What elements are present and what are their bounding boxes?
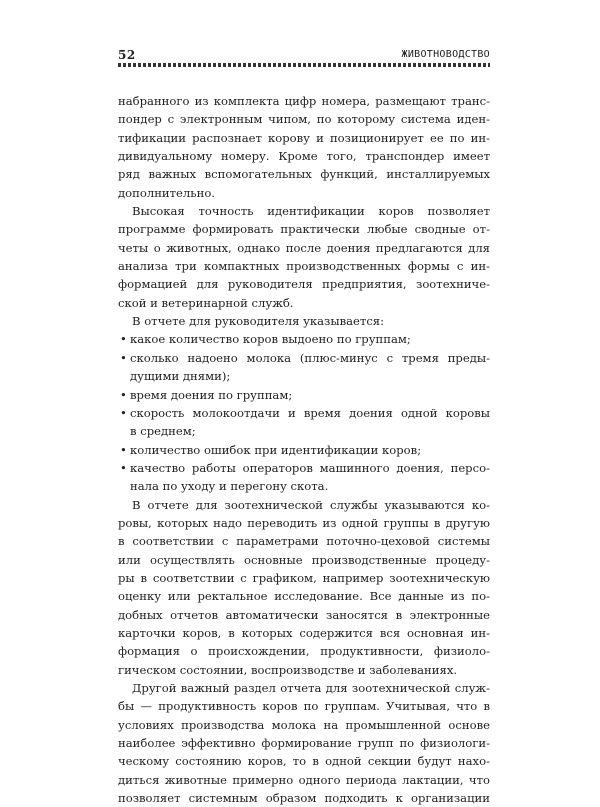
bullet-item (118, 459, 490, 477)
bullet-continuation: дущими днями); (130, 369, 231, 384)
header-rule (118, 63, 490, 67)
text-line: дивидуальному номеру. Кроме того, транспондер имеет (118, 149, 490, 164)
bullet-text: сколько надоено молока (плюс-минус с тремя преды- (130, 350, 490, 365)
text-body (118, 92, 490, 807)
running-title: ЖИВОТНОВОДСТВО (401, 49, 490, 60)
text-line: в соответствии с параметрами поточно-цеховой системы (118, 534, 490, 549)
text-line: оценку или ректальное исследование. Все данные из по- (118, 589, 490, 604)
paragraph-first-line: В отчете для зоотехнической службы указываются ко- (132, 497, 490, 512)
text-line: позволяет системным образом подходить к организации (118, 791, 490, 806)
text-line: набранного из комплекта цифр номера, размещают транс- (118, 94, 490, 108)
bullet-icon: • (120, 350, 127, 365)
bullet-icon: • (120, 442, 127, 457)
text-line: карточки коров, в которых содержится вся основная ин- (118, 625, 490, 640)
bullet-text: скорость молокоотдачи и время доения одной коровы (130, 405, 490, 420)
bullet-continuation: в среднем; (130, 424, 196, 439)
text-line: условиях производства молока на промышленной основе (118, 717, 490, 732)
text-line: бы — продуктивность коров по группам. Учитывая, что в (118, 699, 490, 714)
text-line: ческому состоянию коров, то в одной секции будут нахо- (118, 754, 490, 769)
text-line: формацией для руководителя предприятия, зоотехниче- (118, 277, 490, 292)
bullet-text: какое количество коров выдоено по группам; (130, 332, 411, 347)
bullet-icon: • (120, 460, 127, 475)
text-line: пондер с электронным чипом, по которому система иден- (118, 112, 490, 127)
text-line: диться животные примерно одного периода лактации, что (118, 772, 490, 787)
text-line: четы о животных, однако после доения предлагаются для (118, 240, 490, 255)
text-line: программе формировать практически любые сводные от- (118, 222, 490, 237)
text-line: добных отчетов автоматически заносятся в электронные (118, 607, 490, 622)
text-line: наиболее эффективно формирование групп по физиологи- (118, 736, 490, 751)
bullet-text: время доения по группам; (130, 387, 293, 402)
text-line: тификации распознает корову и позиционирует ее по ин- (118, 130, 490, 145)
text-line: или осуществлять основные производственные процеду- (118, 552, 490, 567)
bullet-item (118, 441, 490, 459)
bullet-item (118, 386, 490, 404)
bullet-item (118, 330, 490, 348)
text-line: анализа три компактных производственных формы с ин- (118, 259, 490, 274)
page-number: 52 (118, 48, 136, 62)
bullet-icon: • (120, 387, 127, 402)
bullet-text: качество работы операторов машинного доения, персо- (130, 460, 490, 475)
bullet-icon: • (120, 405, 127, 420)
paragraph-first-line: Другой важный раздел отчета для зоотехнической служ- (132, 681, 490, 695)
text-line: дополнительно. (118, 185, 215, 200)
text-line: гическом состоянии, воспроизводстве и заболеваниях. (118, 662, 458, 677)
text-line: ровы, которых надо переводить из одной группы в другую (118, 515, 490, 530)
text-line: ской и ветеринарной служб. (118, 295, 294, 310)
text-line: ряд важных вспомогательных функций, инсталлируемых (118, 167, 490, 182)
bullet-item (118, 404, 490, 422)
paragraph-first-line: В отчете для руководителя указывается: (132, 314, 385, 329)
text-line: формация о происхождении, продуктивности, физиоло- (118, 644, 490, 659)
paragraph-first-line: Высокая точность идентификации коров позволяет (132, 204, 490, 219)
text-line: ры в соответствии с графиком, например зоотехническую (118, 570, 490, 585)
bullet-text: количество ошибок при идентификации коров; (130, 442, 422, 457)
bullet-continuation: нала по уходу и перегону скота. (130, 479, 329, 494)
bullet-item (118, 349, 490, 367)
bullet-icon: • (120, 332, 127, 347)
page-header (118, 46, 490, 68)
